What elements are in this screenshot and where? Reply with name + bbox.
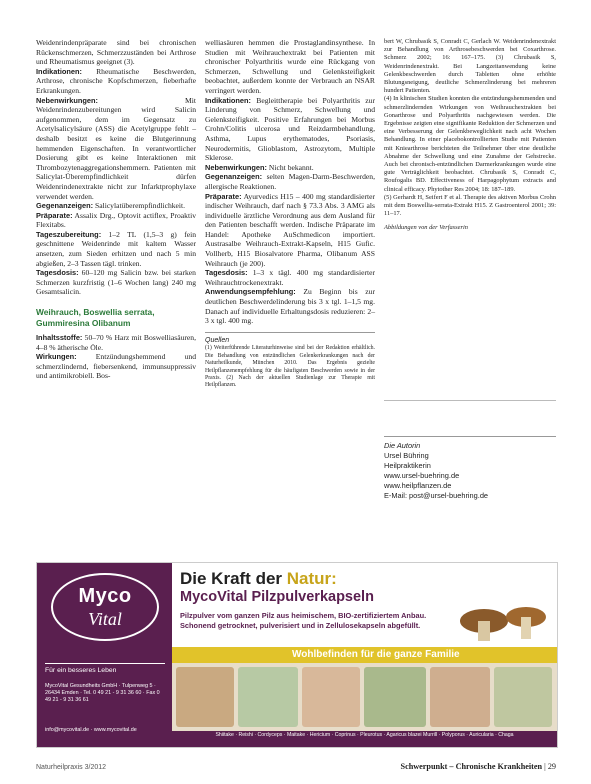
references-title: Quellen (205, 332, 375, 346)
paragraph: 1–2 TL (1,5–3 g) fein geschnittene Weidenrinde mit kaltem Wasser ansetzen, zum Sieden erhitzen und nach 5 min abgießen, 2–3 Tassen tägl. trinken. (36, 229, 196, 268)
author-website-link[interactable]: www.heilpflanzen.de (384, 481, 452, 490)
family-photo (238, 667, 298, 727)
paragraph: Rheumatische Beschwerden, Arthrose, chronische Kopfschmerzen, fieberhafte Erkrankungen. (36, 66, 196, 95)
label: Präparate: (205, 191, 242, 201)
article-column-3 (384, 38, 556, 233)
separator: | (544, 762, 548, 771)
label: Tagesdosis: (205, 268, 248, 278)
page-footer (401, 762, 556, 771)
paragraph: selten Magen-Darm-Beschwerden, allergische Reaktionen. (205, 172, 375, 191)
paragraph: Nicht bekannt. (268, 162, 314, 172)
ad-slogan-band: Wohlbefinden für die ganze Familie (172, 647, 557, 663)
paragraph: 1–3 x tägl. 400 mg standardisierter Weihrauchtrockenextrakt. (205, 268, 375, 287)
ad-description: Pilzpulver vom ganzen Pilz aus heimischem, BIO-zertifiziertem Anbau. Schonend getrocknet, pulverisiert und in Zellulosekapseln abgefüllt. (180, 611, 427, 630)
author-box (384, 436, 556, 501)
paragraph: Zu Beginn bis zur deutlichen Beschwerdelinderung bis 3 x tgl. 1–1,5 mg. Danach auf individuelle Erhaltungsdosis reduzieren: 2–3 x tgl. 400 mg. (205, 287, 376, 326)
ad-photo-strip (172, 663, 557, 731)
author-email-link[interactable]: E-Mail: post@ursel-buehring.de (384, 491, 489, 500)
section-label: Schwerpunkt – Chronische Krankheiten (400, 762, 543, 771)
family-photo (494, 667, 552, 727)
article-column-2 (205, 38, 375, 390)
reference-item: (5) Gerhardt H, Seifert F et al. Therapie des aktiven Morbus Crohn mit dem Boswellia-serrata-Extrakt H15. Z Gastroenterol 2001; 39: 11–17. (384, 193, 556, 218)
paragraph: Begleittherapie bei Polyarthritis zur Linderung von Schmerz, Schwellung und Gelenksteifigkeit. Positive Erfahrungen bei Morbus Crohn/Colitis ulcerosa und Reizdarmbehandlung, Asthma, Lupus erythematodes, Psoriasis, Neurodermitis, Glioblastom, Astrozytom, Multiple Sklerose. (205, 95, 375, 163)
family-photo (364, 667, 426, 727)
ad-brand-panel (37, 563, 172, 747)
label: Gegenanzeigen: (205, 172, 263, 182)
paragraph: Ayurvedics H15 – 400 mg standardisierter indischer Weihrauch, darf nach § 73.3 Abs. 3 AMG als individuelle ärztliche Verordnung aus dem Ausland für den Patienten beschafft werden. Indische Präparate im Handel: Apotheke AuSchmedicon importiert. Austrasalbe Weihrauch-Extrakt-Kapseln, H15 Gufic. Vollherb, H15 Biosalvatore Pharma, Olibanum ASS Weihrauch (je 200). (205, 191, 375, 268)
paragraph: 50–70 % Harz mit Boswelliasäuren, 4–8 % ätherische Öle. (36, 333, 196, 352)
label: Tageszubereitung: (36, 229, 102, 239)
ad-product-name: MycoVital Pilzpulverkapseln (180, 589, 374, 605)
label: Präparate: (36, 210, 73, 220)
author-name: Ursel Bühring (384, 451, 429, 460)
author-role: Heilpraktikerin (384, 461, 431, 470)
author-website-link[interactable]: www.ursel-buehring.de (384, 471, 460, 480)
ad-tagline: Für ein besseres Leben (45, 663, 165, 674)
issue-label: Naturheilpraxis 3/2012 (36, 764, 107, 771)
ad-headline-text: Die Kraft der (180, 569, 287, 588)
family-photo (176, 667, 234, 727)
mycovital-logo (51, 573, 159, 641)
page-number: 29 (547, 762, 556, 771)
ad-headline (180, 569, 337, 589)
paragraph: Weidenrindenpräparate sind bei chronischen Rückenschmerzen, Schmerzzuständen bei Arthrose und Rheumatismus geeignet (3). (36, 38, 196, 67)
label: Nebenwirkungen: (205, 162, 268, 172)
mushroom-icon (454, 599, 554, 645)
logo-text: Myco (78, 585, 132, 607)
label: Anwendungsempfehlung: (205, 287, 296, 297)
section-heading-line: Weihrauch, Boswellia serrata, (36, 307, 155, 318)
advertisement[interactable] (36, 562, 558, 748)
ad-product-list: Shiitake · Reishi · Cordyceps · Maitake · Hericium · Coprinus · Pleurotus · Agaricus blazei Murrill · Polyporus · Auricularia · Chaga (172, 731, 557, 747)
ad-address: MycoVital Gesundheits GmbH · Tulpenweg 5 · 26434 Emden · Tel. 0 49 21 - 9 31 36 60 · Fax 0 49 21 - 9 31 36 61 (45, 683, 160, 703)
paragraph: Salicylatüberempfindlichkeit. (95, 201, 186, 211)
family-photo (302, 667, 360, 727)
logo-text: Vital (88, 609, 122, 629)
paragraph: 60–120 mg Salicin bzw. bei starken Schmerzen kurzfristig (1–6 Wochen lang) 240 mg Gesamtsalicin. (36, 268, 196, 297)
ad-headline-accent: Natur: (286, 569, 337, 588)
image-credit: Abbildungen von der Verfasserin (384, 224, 468, 232)
references-text: (1) Weiterführende Literaturhinweise sind bei der Redaktion erhältlich. Die Behandlung von entzündlichen Gelenkerkrankungen nach der Naturheilkunde, München 2010. Das Ergebnis gezielte Heilpflanzenempfehlung für die häufigsten Beschwerden sowie in der Praxis. (2) Nach der aktuellen Studienlage zur Therapie mit Heilpflanzen. (205, 345, 375, 389)
section-heading (36, 307, 196, 329)
label: Wirkungen: (36, 352, 77, 362)
label: Nebenwirkungen: (36, 95, 99, 105)
paragraph: Assalix Drg., Optovit actiflex, Proaktiv Flexitabs. (36, 210, 196, 230)
label: Tagesdosis: (36, 268, 79, 278)
paragraph: Entzündungshemmend und schmerzlindernd, fiebersenkend, immunsuppressiv und antimikrobiell. Bos- (36, 352, 196, 381)
ad-content (172, 563, 557, 747)
paragraph: Mit Weidenrindenzubereitungen wird Salicin aufgenommen, dem im Gegensatz zu Acetylsalicylsäure (ASS) die Acetylgruppe fehlt – deshalb besitzt es keine die Blutgerinnung hemmenden Eigenschaften. In verantwortlicher Dosierung gibt es keine Interaktionen mit Thrombozytenaggregationshemmern. Patienten mit Salicylat-Überempfindlichkeit dürfen Weidenrindenextrakte nicht zur Infarktprophylaxe verwendet werden. (36, 95, 196, 201)
label: Indikationen: (36, 66, 82, 76)
reference-item: (4) In klinischen Studien konnten die entzündungshemmenden und schmerzlindernden Wirkungen von Weihrauchextrakten bei Gonarthrose und Polyarthritis nachgewiesen werden. Die Ergebnisse zeigten eine signifikante Reduktion der Schmerzen und eine Verbesserung der Gelenkbeweglichkeit nach acht Wochen Behandlung. In einer placebokontrollierten Studie mit Patienten mit Kniearthrose berichteten die Teilnehmer über eine deutliche Abnahme der Schwellung und eine Zunahme der Gehstrecke. Auch bei chronisch-entzündlichen Darmerkrankungen wurde eine gute Verträglichkeit beobachtet. Chrubasik S, Conradt C, Roufogalis BD. Effectiveness of Harpagophytum extracts and clinical efficacy. Phytother Res 2004; 18: 187–189. (384, 95, 556, 193)
section-heading-line: Gummiresina Olibanum (36, 318, 131, 329)
reference-item: bert W, Chrubasik S, Conradt C, Gerlach W. Weidenrindenextrakt zur Behandlung von Arthrosebeschwerden bei Coxarthrose. Schmerz 2002; 16: 167–175. (3) Chrubasik S, Weidenrindenextrakt. Bei Langzeitanwendung keine Gelenkbeschwerden durch Tabletten ohne erhöhte Blutungsneigung, deutliche Schmerzlinderung bei mehreren hundert Patienten. (384, 38, 556, 95)
label: Indikationen: (205, 95, 251, 105)
label: Gegenanzeigen: (36, 201, 94, 211)
ad-website-link[interactable]: info@mycovital.de · www.mycovital.de (45, 727, 137, 733)
label: Inhaltsstoffe: (36, 333, 83, 343)
paragraph: welliasäuren hemmen die Prostaglandinsynthese. In Studien mit Weihrauchextrakt bei Patienten mit chronischer Polyarthritis wurde eine Rückgang von Schmerzen, Schwellung und Gelenksteifigkeit beobachtet, außerdem konnte der Verbrauch an NSAR verringert werden. (205, 38, 375, 95)
family-photo (430, 667, 490, 727)
divider (384, 400, 556, 401)
author-box-title: Die Autorin (384, 441, 421, 450)
article-column-1 (36, 38, 196, 381)
